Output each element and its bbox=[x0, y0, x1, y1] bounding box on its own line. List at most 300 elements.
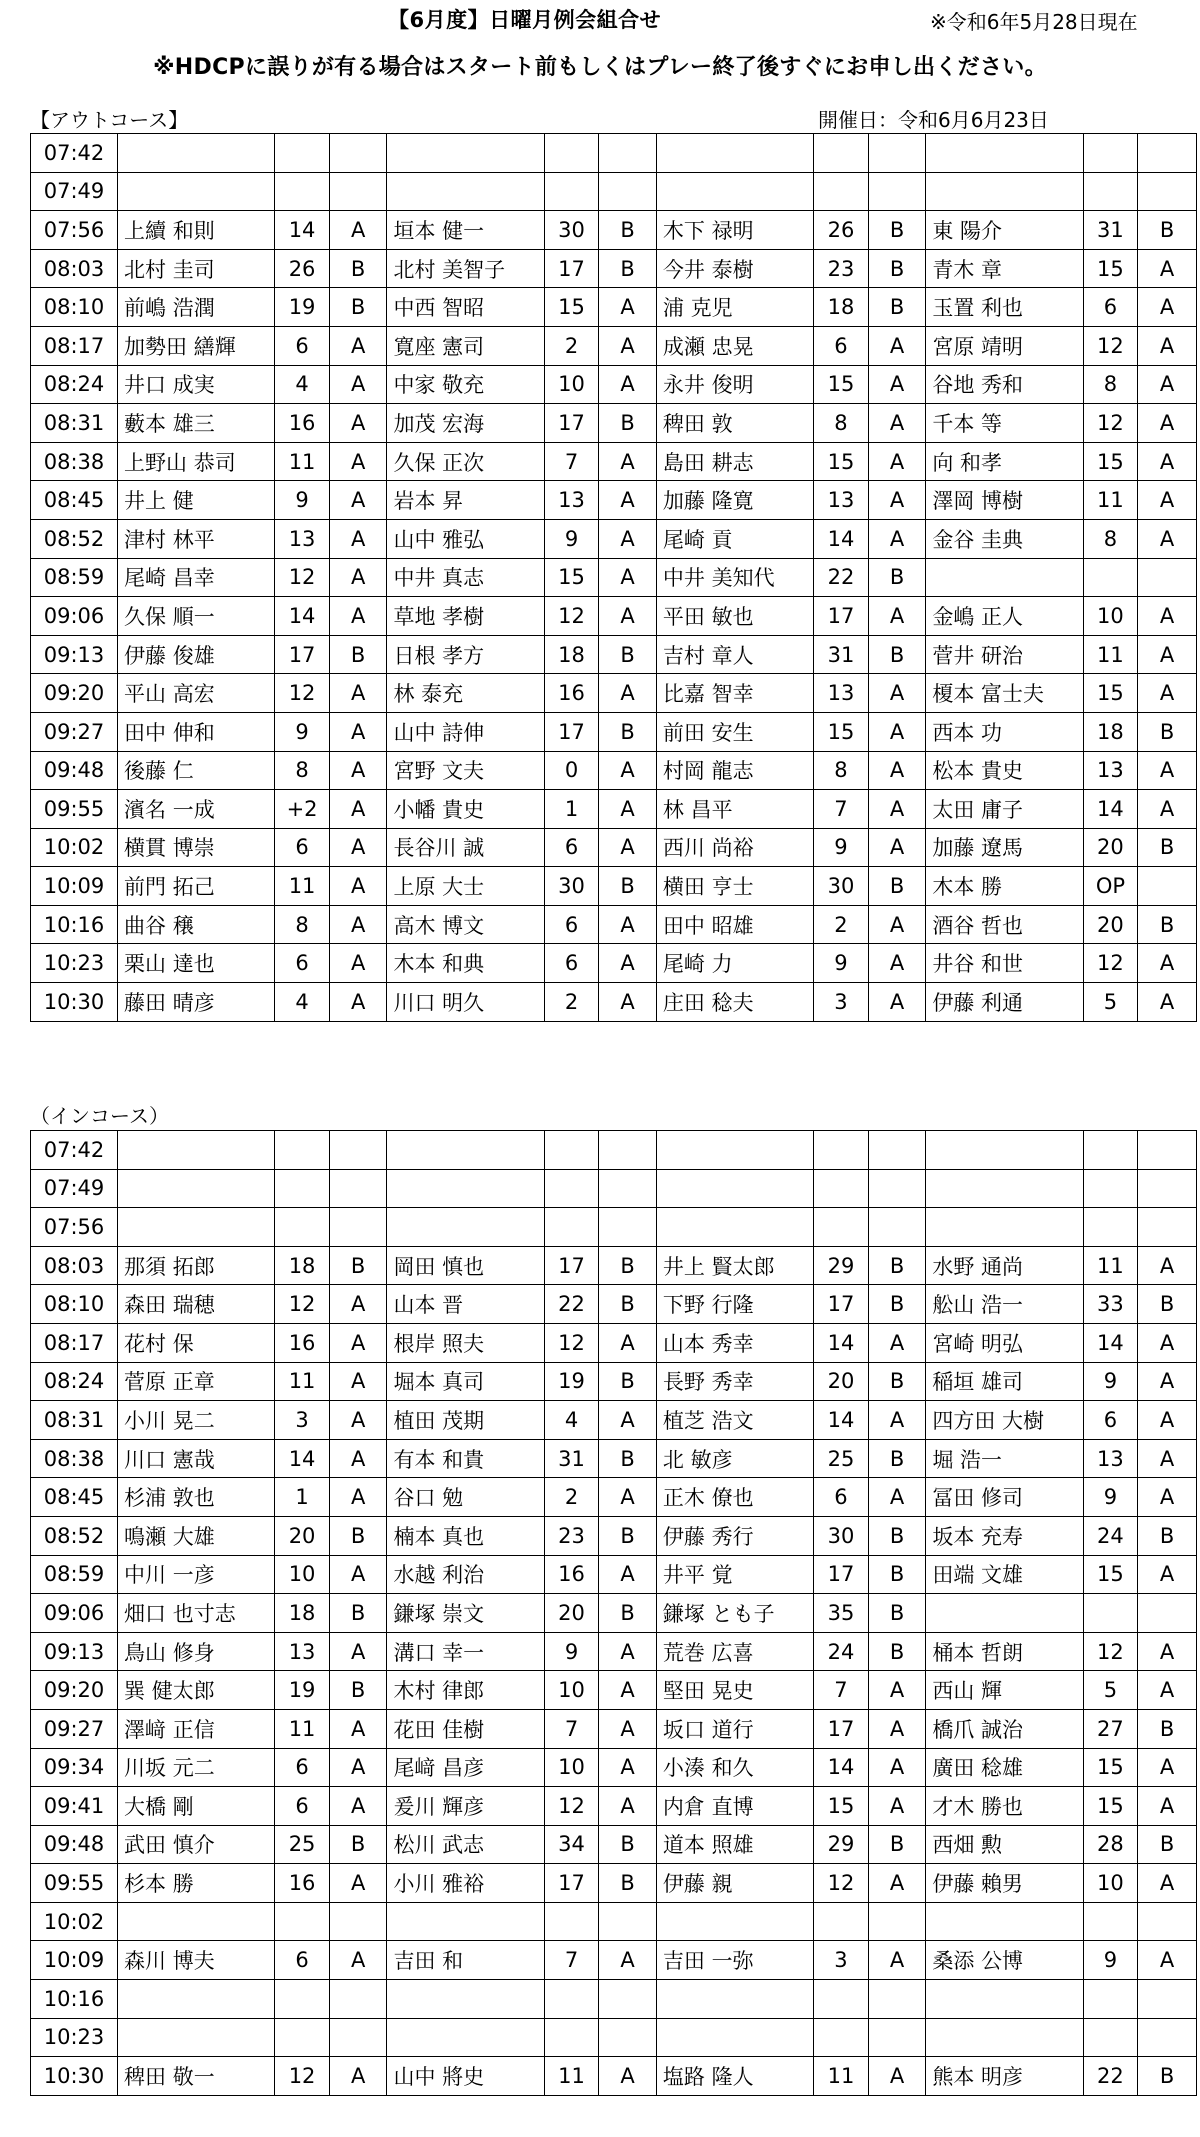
player-class: B bbox=[599, 635, 657, 674]
player-class: A bbox=[329, 1323, 387, 1362]
player-class: A bbox=[1138, 519, 1197, 558]
player-hdcp: 14 bbox=[814, 519, 869, 558]
player-hdcp: 8 bbox=[814, 404, 869, 443]
player-hdcp bbox=[1083, 1169, 1138, 1208]
in-course-label: （インコース） bbox=[30, 1104, 169, 1128]
player-class: A bbox=[599, 944, 657, 983]
player-class: A bbox=[1138, 1671, 1197, 1710]
table-row bbox=[31, 983, 1197, 1022]
tee-time: 08:24 bbox=[31, 365, 118, 404]
player-hdcp: 12 bbox=[275, 558, 330, 597]
player-name: 鳴瀬 大雄 bbox=[118, 1516, 275, 1555]
player-name: 中井 真志 bbox=[387, 558, 544, 597]
player-hdcp: 15 bbox=[814, 1787, 869, 1826]
table-row bbox=[31, 1555, 1197, 1594]
player-name bbox=[656, 1902, 813, 1941]
player-hdcp: 11 bbox=[544, 2057, 599, 2096]
player-name: 山中 雅弘 bbox=[387, 519, 544, 558]
player-hdcp bbox=[1083, 1594, 1138, 1633]
player-class bbox=[868, 1902, 926, 1941]
player-name: 庄田 稔夫 bbox=[656, 983, 813, 1022]
player-class: B bbox=[599, 1516, 657, 1555]
player-name: 橋爪 誠治 bbox=[926, 1709, 1083, 1748]
player-name: 比嘉 智幸 bbox=[656, 674, 813, 713]
table-row bbox=[31, 1594, 1197, 1633]
player-class: A bbox=[599, 790, 657, 829]
player-class bbox=[599, 2018, 657, 2057]
player-class: B bbox=[599, 867, 657, 906]
player-hdcp: 34 bbox=[544, 1825, 599, 1864]
player-name bbox=[387, 1902, 544, 1941]
player-name: 稲垣 雄司 bbox=[926, 1362, 1083, 1401]
player-name: 桑添 公博 bbox=[926, 1941, 1083, 1980]
player-name bbox=[118, 134, 275, 173]
player-hdcp: 13 bbox=[814, 674, 869, 713]
player-hdcp bbox=[814, 1980, 869, 2019]
player-hdcp bbox=[814, 1131, 869, 1170]
player-hdcp: 14 bbox=[814, 1323, 869, 1362]
player-hdcp: 17 bbox=[814, 1709, 869, 1748]
player-name: 杉浦 敦也 bbox=[118, 1478, 275, 1517]
player-name: 水野 通尚 bbox=[926, 1246, 1083, 1285]
tee-time: 07:56 bbox=[31, 211, 118, 250]
player-name bbox=[118, 1980, 275, 2019]
player-class: B bbox=[329, 288, 387, 327]
player-class: A bbox=[329, 790, 387, 829]
player-hdcp: 9 bbox=[275, 481, 330, 520]
player-hdcp: 23 bbox=[814, 249, 869, 288]
player-name bbox=[926, 134, 1083, 173]
player-name: 平田 敏也 bbox=[656, 597, 813, 636]
player-hdcp: 9 bbox=[814, 828, 869, 867]
player-name: 木本 勝 bbox=[926, 867, 1083, 906]
player-class: A bbox=[599, 288, 657, 327]
table-row bbox=[31, 1671, 1197, 1710]
player-class bbox=[599, 1131, 657, 1170]
player-class: A bbox=[329, 1401, 387, 1440]
player-name: 加勢田 繕輝 bbox=[118, 326, 275, 365]
player-class: A bbox=[599, 828, 657, 867]
player-hdcp: 11 bbox=[275, 867, 330, 906]
tee-time: 08:38 bbox=[31, 1439, 118, 1478]
table-row bbox=[31, 1902, 1197, 1941]
player-hdcp: 23 bbox=[544, 1516, 599, 1555]
table-row bbox=[31, 1208, 1197, 1247]
player-class bbox=[1138, 134, 1197, 173]
player-class bbox=[1138, 172, 1197, 211]
player-name: 伊藤 賴男 bbox=[926, 1864, 1083, 1903]
player-hdcp bbox=[1083, 134, 1138, 173]
tee-time: 08:38 bbox=[31, 442, 118, 481]
player-name: 爰川 輝彦 bbox=[387, 1787, 544, 1826]
player-hdcp bbox=[814, 2018, 869, 2057]
player-hdcp: 30 bbox=[544, 211, 599, 250]
out-course-table bbox=[30, 133, 1197, 1022]
player-class: A bbox=[868, 365, 926, 404]
player-name bbox=[656, 172, 813, 211]
player-hdcp: 6 bbox=[1083, 288, 1138, 327]
player-hdcp: 3 bbox=[814, 1941, 869, 1980]
tee-time: 08:10 bbox=[31, 1285, 118, 1324]
player-class: A bbox=[329, 1709, 387, 1748]
as-of-date: ※令和6年5月28日現在 bbox=[930, 10, 1138, 34]
player-name: 濱名 一成 bbox=[118, 790, 275, 829]
player-name: 坂本 充寿 bbox=[926, 1516, 1083, 1555]
tee-time: 08:59 bbox=[31, 1555, 118, 1594]
player-name: 西山 輝 bbox=[926, 1671, 1083, 1710]
table-row bbox=[31, 134, 1197, 173]
player-hdcp: 7 bbox=[814, 790, 869, 829]
player-hdcp: 13 bbox=[544, 481, 599, 520]
tee-time: 09:55 bbox=[31, 790, 118, 829]
player-class: A bbox=[599, 1401, 657, 1440]
player-hdcp: 12 bbox=[1083, 944, 1138, 983]
table-row bbox=[31, 2057, 1197, 2096]
player-name: 田中 伸和 bbox=[118, 712, 275, 751]
player-class: A bbox=[329, 944, 387, 983]
tee-time: 08:52 bbox=[31, 519, 118, 558]
player-hdcp: 9 bbox=[275, 712, 330, 751]
player-class bbox=[329, 1902, 387, 1941]
player-hdcp bbox=[544, 1169, 599, 1208]
player-class: B bbox=[329, 1594, 387, 1633]
player-class: A bbox=[599, 1323, 657, 1362]
player-class: A bbox=[329, 2057, 387, 2096]
player-name bbox=[656, 1131, 813, 1170]
tee-time: 08:17 bbox=[31, 1323, 118, 1362]
player-name: 宮崎 明弘 bbox=[926, 1323, 1083, 1362]
player-hdcp: 20 bbox=[814, 1362, 869, 1401]
player-name: 後藤 仁 bbox=[118, 751, 275, 790]
player-hdcp bbox=[814, 172, 869, 211]
player-hdcp bbox=[544, 1980, 599, 2019]
player-hdcp: 6 bbox=[275, 1941, 330, 1980]
player-name bbox=[926, 558, 1083, 597]
player-hdcp: 14 bbox=[275, 1439, 330, 1478]
player-name: 藤田 晴彦 bbox=[118, 983, 275, 1022]
player-hdcp: 26 bbox=[275, 249, 330, 288]
tee-time: 10:30 bbox=[31, 2057, 118, 2096]
player-hdcp: 14 bbox=[275, 597, 330, 636]
player-class bbox=[868, 1131, 926, 1170]
player-class: A bbox=[329, 674, 387, 713]
table-row bbox=[31, 790, 1197, 829]
player-hdcp: 15 bbox=[1083, 1555, 1138, 1594]
player-class bbox=[599, 172, 657, 211]
player-hdcp: 10 bbox=[1083, 597, 1138, 636]
player-hdcp: 10 bbox=[544, 1671, 599, 1710]
player-name: 井上 賢太郎 bbox=[656, 1246, 813, 1285]
player-name: 小川 晃二 bbox=[118, 1401, 275, 1440]
player-hdcp: 12 bbox=[275, 1285, 330, 1324]
player-name bbox=[118, 1902, 275, 1941]
player-hdcp bbox=[544, 1131, 599, 1170]
player-hdcp: 15 bbox=[544, 558, 599, 597]
player-name: 森川 博夫 bbox=[118, 1941, 275, 1980]
tee-time: 09:48 bbox=[31, 1825, 118, 1864]
player-name: 溝口 幸一 bbox=[387, 1632, 544, 1671]
player-class bbox=[868, 134, 926, 173]
player-class bbox=[599, 134, 657, 173]
player-hdcp: 15 bbox=[814, 365, 869, 404]
player-hdcp: 9 bbox=[814, 944, 869, 983]
player-name: 鎌塚 崇文 bbox=[387, 1594, 544, 1633]
player-class: A bbox=[329, 211, 387, 250]
player-class: A bbox=[868, 674, 926, 713]
player-name: 才木 勝也 bbox=[926, 1787, 1083, 1826]
player-class: A bbox=[1138, 1362, 1197, 1401]
player-hdcp: 35 bbox=[814, 1594, 869, 1633]
table-row bbox=[31, 712, 1197, 751]
player-hdcp: 10 bbox=[275, 1555, 330, 1594]
player-class: B bbox=[329, 1825, 387, 1864]
player-name: 青木 章 bbox=[926, 249, 1083, 288]
player-hdcp: 2 bbox=[814, 905, 869, 944]
player-class: A bbox=[329, 1748, 387, 1787]
player-name: 澤岡 博樹 bbox=[926, 481, 1083, 520]
player-name: 曲谷 穣 bbox=[118, 905, 275, 944]
player-hdcp bbox=[275, 1902, 330, 1941]
player-name: 森田 瑞穂 bbox=[118, 1285, 275, 1324]
tee-time: 09:55 bbox=[31, 1864, 118, 1903]
player-class: A bbox=[329, 519, 387, 558]
player-name: 堀本 真司 bbox=[387, 1362, 544, 1401]
player-class: A bbox=[599, 1941, 657, 1980]
player-name: 小幡 貴史 bbox=[387, 790, 544, 829]
tee-time: 07:42 bbox=[31, 134, 118, 173]
table-row bbox=[31, 519, 1197, 558]
player-class: B bbox=[329, 635, 387, 674]
player-name bbox=[118, 1131, 275, 1170]
player-hdcp: 17 bbox=[814, 1555, 869, 1594]
player-name: 伊藤 俊雄 bbox=[118, 635, 275, 674]
player-hdcp: 15 bbox=[1083, 674, 1138, 713]
player-hdcp: 20 bbox=[1083, 905, 1138, 944]
tee-time: 08:31 bbox=[31, 404, 118, 443]
player-class: A bbox=[1138, 983, 1197, 1022]
player-class bbox=[599, 1169, 657, 1208]
player-class: A bbox=[868, 712, 926, 751]
player-hdcp bbox=[275, 134, 330, 173]
player-hdcp: 6 bbox=[814, 326, 869, 365]
player-hdcp: 13 bbox=[814, 481, 869, 520]
player-hdcp: 7 bbox=[544, 1709, 599, 1748]
player-name: 金嶋 正人 bbox=[926, 597, 1083, 636]
player-name: 加藤 隆寛 bbox=[656, 481, 813, 520]
table-row bbox=[31, 1787, 1197, 1826]
player-hdcp: 13 bbox=[1083, 751, 1138, 790]
player-hdcp: 14 bbox=[1083, 790, 1138, 829]
player-name: 吉村 章人 bbox=[656, 635, 813, 674]
player-hdcp bbox=[1083, 1980, 1138, 2019]
player-class: A bbox=[1138, 1864, 1197, 1903]
player-class: B bbox=[868, 1825, 926, 1864]
player-hdcp: 7 bbox=[544, 442, 599, 481]
player-hdcp: 7 bbox=[544, 1941, 599, 1980]
tee-time: 09:06 bbox=[31, 597, 118, 636]
player-class: B bbox=[1138, 1516, 1197, 1555]
player-name: 北村 圭司 bbox=[118, 249, 275, 288]
player-hdcp bbox=[814, 134, 869, 173]
player-class: A bbox=[868, 1748, 926, 1787]
player-hdcp: 18 bbox=[275, 1246, 330, 1285]
tee-time: 09:13 bbox=[31, 635, 118, 674]
table-row bbox=[31, 2018, 1197, 2057]
player-class: B bbox=[868, 1632, 926, 1671]
player-name: 前嶋 浩潤 bbox=[118, 288, 275, 327]
player-hdcp: 8 bbox=[1083, 519, 1138, 558]
tee-time: 10:02 bbox=[31, 1902, 118, 1941]
player-hdcp: 16 bbox=[275, 1323, 330, 1362]
player-name bbox=[387, 2018, 544, 2057]
player-name: 加藤 遼馬 bbox=[926, 828, 1083, 867]
player-class: A bbox=[329, 365, 387, 404]
player-name: 林 昌平 bbox=[656, 790, 813, 829]
player-hdcp bbox=[1083, 2018, 1138, 2057]
player-class bbox=[329, 134, 387, 173]
table-row bbox=[31, 172, 1197, 211]
player-hdcp: 22 bbox=[1083, 2057, 1138, 2096]
player-class: A bbox=[1138, 635, 1197, 674]
player-name: 井口 成実 bbox=[118, 365, 275, 404]
player-hdcp: 19 bbox=[275, 288, 330, 327]
player-class: B bbox=[599, 1285, 657, 1324]
player-name: 山本 秀幸 bbox=[656, 1323, 813, 1362]
player-hdcp bbox=[1083, 1902, 1138, 1941]
player-class: B bbox=[1138, 2057, 1197, 2096]
player-hdcp bbox=[275, 1208, 330, 1247]
tee-time: 09:41 bbox=[31, 1787, 118, 1826]
player-name: 岡田 慎也 bbox=[387, 1246, 544, 1285]
player-hdcp: OP bbox=[1083, 867, 1138, 906]
player-class: A bbox=[868, 905, 926, 944]
player-class bbox=[1138, 558, 1197, 597]
player-hdcp: 1 bbox=[544, 790, 599, 829]
player-hdcp: 13 bbox=[275, 519, 330, 558]
tee-time: 10:09 bbox=[31, 867, 118, 906]
player-hdcp: 3 bbox=[814, 983, 869, 1022]
player-name: 北 敏彦 bbox=[656, 1439, 813, 1478]
player-name: 塩路 隆人 bbox=[656, 2057, 813, 2096]
player-name bbox=[118, 1208, 275, 1247]
player-name: 岩本 昇 bbox=[387, 481, 544, 520]
player-name: 木本 和典 bbox=[387, 944, 544, 983]
player-class bbox=[868, 1208, 926, 1247]
tee-time: 07:49 bbox=[31, 172, 118, 211]
player-name: 熊本 明彦 bbox=[926, 2057, 1083, 2096]
player-hdcp: 12 bbox=[1083, 326, 1138, 365]
tee-time: 07:42 bbox=[31, 1131, 118, 1170]
player-class: B bbox=[329, 1516, 387, 1555]
player-hdcp: 11 bbox=[275, 1362, 330, 1401]
player-name: 金谷 圭典 bbox=[926, 519, 1083, 558]
player-name bbox=[926, 1131, 1083, 1170]
player-hdcp: 9 bbox=[544, 519, 599, 558]
player-class: A bbox=[1138, 326, 1197, 365]
player-name: 水越 利治 bbox=[387, 1555, 544, 1594]
player-class: A bbox=[868, 519, 926, 558]
player-hdcp: 6 bbox=[275, 326, 330, 365]
player-class: A bbox=[599, 1709, 657, 1748]
player-name bbox=[926, 1594, 1083, 1633]
player-hdcp: 10 bbox=[1083, 1864, 1138, 1903]
player-class: A bbox=[1138, 1401, 1197, 1440]
player-hdcp: 6 bbox=[275, 828, 330, 867]
player-name: 松川 武志 bbox=[387, 1825, 544, 1864]
player-class bbox=[329, 1208, 387, 1247]
player-class: A bbox=[329, 751, 387, 790]
player-name: 木下 禄明 bbox=[656, 211, 813, 250]
player-hdcp bbox=[544, 1902, 599, 1941]
player-hdcp: 6 bbox=[544, 944, 599, 983]
player-name: 長野 秀幸 bbox=[656, 1362, 813, 1401]
table-row bbox=[31, 326, 1197, 365]
player-name bbox=[118, 1169, 275, 1208]
player-class: A bbox=[868, 404, 926, 443]
player-name: 花田 佳樹 bbox=[387, 1709, 544, 1748]
page-title: 【6月度】日曜月例会組合せ bbox=[388, 8, 662, 32]
player-hdcp: 12 bbox=[1083, 1632, 1138, 1671]
player-hdcp: 2 bbox=[544, 983, 599, 1022]
player-hdcp: 13 bbox=[275, 1632, 330, 1671]
player-name bbox=[926, 1208, 1083, 1247]
player-hdcp: 6 bbox=[275, 944, 330, 983]
player-class: B bbox=[329, 249, 387, 288]
table-row bbox=[31, 1632, 1197, 1671]
tee-time: 10:09 bbox=[31, 1941, 118, 1980]
player-name bbox=[118, 172, 275, 211]
player-hdcp: 3 bbox=[275, 1401, 330, 1440]
player-name: 道本 照雄 bbox=[656, 1825, 813, 1864]
player-hdcp: 5 bbox=[1083, 983, 1138, 1022]
player-name: 大橋 剛 bbox=[118, 1787, 275, 1826]
player-class: A bbox=[329, 1439, 387, 1478]
tee-time: 08:52 bbox=[31, 1516, 118, 1555]
player-class: A bbox=[599, 326, 657, 365]
player-hdcp: 26 bbox=[814, 211, 869, 250]
table-row bbox=[31, 1401, 1197, 1440]
player-name: 高木 博文 bbox=[387, 905, 544, 944]
player-name: 内倉 直博 bbox=[656, 1787, 813, 1826]
player-hdcp: 11 bbox=[1083, 1246, 1138, 1285]
player-name: 西本 功 bbox=[926, 712, 1083, 751]
player-class: B bbox=[1138, 905, 1197, 944]
player-name: 西畑 勲 bbox=[926, 1825, 1083, 1864]
player-class: B bbox=[599, 404, 657, 443]
player-class: B bbox=[599, 211, 657, 250]
player-hdcp: 6 bbox=[544, 828, 599, 867]
tee-time: 10:30 bbox=[31, 983, 118, 1022]
player-name: 尾﨑 昌彦 bbox=[387, 1748, 544, 1787]
player-hdcp bbox=[275, 1980, 330, 2019]
table-row bbox=[31, 1362, 1197, 1401]
player-class: A bbox=[599, 2057, 657, 2096]
out-course-label: 【アウトコース】 bbox=[30, 108, 189, 132]
tee-time: 08:45 bbox=[31, 481, 118, 520]
table-row bbox=[31, 1709, 1197, 1748]
player-hdcp bbox=[1083, 558, 1138, 597]
player-hdcp: 11 bbox=[814, 2057, 869, 2096]
player-name: 上野山 恭司 bbox=[118, 442, 275, 481]
player-class: A bbox=[599, 674, 657, 713]
player-class: A bbox=[599, 983, 657, 1022]
player-hdcp bbox=[814, 1208, 869, 1247]
tee-time: 08:10 bbox=[31, 288, 118, 327]
player-class: B bbox=[1138, 1709, 1197, 1748]
player-class: A bbox=[868, 1671, 926, 1710]
player-name: 尾崎 力 bbox=[656, 944, 813, 983]
player-hdcp bbox=[814, 1169, 869, 1208]
